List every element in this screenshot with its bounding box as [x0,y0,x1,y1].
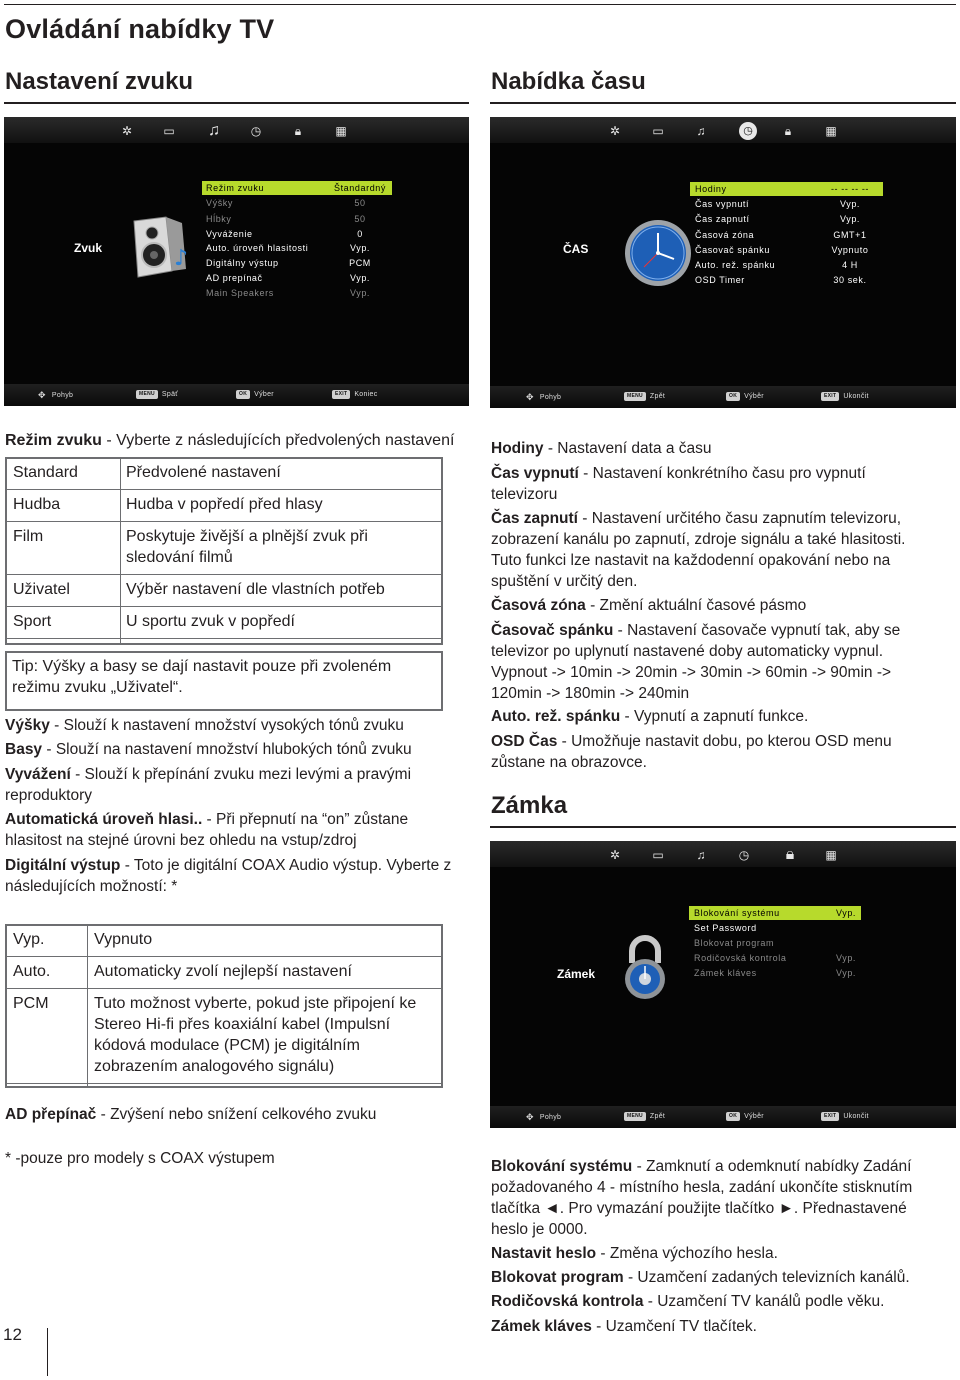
menu-row[interactable]: Výšky 50 [206,198,366,208]
menu-row[interactable]: Čas vypnutí Vyp. [695,199,861,209]
footnote: * -pouze pro modely s COAX výstupem [5,1150,275,1167]
menu-row[interactable]: Hĺbky 50 [206,214,366,224]
table-row: Standard Předvolené nastavení [5,458,441,490]
footer-exit[interactable]: EXIT Koniec [332,389,378,401]
apps-icon[interactable]: ▦ [825,124,837,138]
def-set-password: Nastavit heslo - Změna výchozího hesla. [491,1245,778,1262]
sound-heading: Nastavení zvuku [5,68,194,95]
speaker-icon [124,215,192,281]
def-off-time: Čas vypnutí - Nastavení konkrétního času pro vypnutí televizoru [491,465,866,503]
lock-icon[interactable]: 🔒︎ [784,124,792,138]
tip-text: Tip: Výšky a basy se dají nastavit pouze při zvoleném režimu zvuku „Uživatel“. [12,658,392,696]
footer-back[interactable]: MENU Zpět [624,391,665,403]
clock-icon[interactable]: ◷ [250,124,262,138]
menu-row[interactable]: Auto. úroveň hlasitosti Vyp. [206,243,371,253]
menu-side-label: ČAS [563,242,589,256]
def-sleep-timer: Časovač spánku - Nastavení časovače vypnutí tak, aby se televizor po uplynutí nastavené doby automaticky vypnul. Vypnout -> 10min -> 20min -> 30min -> 60min -> 90min -> 120min -> 180min -> 240min [491,622,901,702]
music-icon[interactable]: ♫ [696,124,706,138]
screen-icon[interactable]: ▭ [652,848,664,862]
wall-clock-icon [620,217,696,289]
picture-icon[interactable]: ✲ [609,848,621,862]
menu-row-selected[interactable]: Režim zvuku Štandardný [202,181,392,195]
table-row: Uživatel Výběr nastavení dle vlastních potřeb [5,575,441,607]
lock-icon[interactable]: 🔒︎ [785,846,795,863]
menu-icon-bar [4,117,469,143]
table-row: Vyp. Vypnuto [5,925,441,957]
time-menu-screen [490,117,956,408]
def-treble: Výšky - Slouží k nastavení množství vysokých tónů zvuku [5,717,404,734]
menu-side-label: Zámek [557,967,596,981]
menu-row[interactable]: Main Speakers Vyp. [206,288,371,298]
music-icon[interactable]: ♫ [208,122,220,139]
digital-output-table-border [5,924,443,1088]
page-number: 12 [3,1325,22,1344]
footer-select[interactable]: OK Výber [236,389,274,401]
menu-row[interactable]: Auto. rež. spánku 4 H [695,260,858,270]
padlock-icon [618,933,672,1001]
footer-move: ✥ Pohyb [38,390,74,400]
time-heading: Nabídka času [491,68,646,95]
def-osd-time: OSD Čas - Umožňuje nastavit dobu, po kterou OSD menu zůstane na obrazovce. [491,733,892,771]
menu-row[interactable]: Set Password [694,923,757,933]
menu-footer [490,1106,956,1128]
top-rule [4,4,956,5]
table-row: Hudba Hudba v popředí před hlasy [5,490,441,522]
menu-row[interactable]: Vyváženie 0 [206,229,363,239]
def-block-program: Blokovat program - Uzamčení zadaných televizních kanálů. [491,1269,910,1286]
menu-row[interactable]: Zámek kláves Vyp. [694,968,857,978]
def-clock: Hodiny - Nastavení data a času [491,440,712,457]
footer-back[interactable]: MENU Späť [136,389,178,401]
clock-icon[interactable]: ◷ [739,122,757,140]
lock-heading: Zámka [491,792,568,819]
def-auto-sleep: Auto. rež. spánku - Vypnutí a zapnutí funkce. [491,708,809,725]
menu-icon-bar [490,841,956,867]
table-divider [87,924,88,1086]
apps-icon[interactable]: ▦ [335,124,347,138]
menu-row-selected[interactable]: Hodiny -- -- -- -- [690,182,883,196]
lock-menu-screen [490,841,956,1128]
def-system-lock: Blokování systému - Zamknutí a odemknutí nabídky Zadání požadovaného 4 - místního hesla, zadání ukončíte stisknutím tlačítka ◄. Pro vymazání použijte tlačítko ►. Přednastavené heslo je 0000. [491,1158,913,1238]
screen-icon[interactable]: ▭ [652,124,664,138]
table-row: Film Poskytuje živější a plnější zvuk při sledování filmů [5,522,441,575]
sound-heading-rule [4,102,469,104]
clock-icon[interactable]: ◷ [738,848,750,862]
lock-heading-rule [490,826,956,828]
menu-row[interactable]: AD prepínač Vyp. [206,273,371,283]
def-bass: Basy - Slouží na nastavení množství hlubokých tónů zvuku [5,741,412,758]
def-key-lock: Zámek kláves - Uzamčení TV tlačítek. [491,1318,757,1335]
menu-row-selected[interactable]: Blokování systému Vyp. [689,906,861,920]
table-row: PCM Tuto možnost vyberte, pokud jste připojení ke Stereo Hi-fi přes koaxiální kabel (Impulsní kódová modulace (PCM) je digitálním zobrazením analogového signálu) [5,989,441,1084]
menu-footer [490,386,956,408]
menu-row[interactable]: Rodičovská kontrola Vyp. [694,953,857,963]
sound-mode-intro: Režim zvuku - Vyberte z následujících předvolených nastavení [5,432,455,449]
menu-icon-bar [490,117,956,143]
menu-row[interactable]: OSD Timer 30 sek. [695,275,867,285]
move-arrows-icon: ✥ [526,392,534,402]
sound-mode-table-border [5,457,443,645]
move-arrows-icon: ✥ [38,390,46,400]
table-divider [120,457,121,643]
page-number-rule [47,1328,48,1376]
def-digital-output: Digitální výstup - Toto je digitální COAX Audio výstup. Vyberte z následujících možností: * [5,857,452,895]
table-row: Auto. Automaticky zvolí nejlepší nastavení [5,957,441,989]
move-arrows-icon: ✥ [526,1112,534,1122]
sound-menu-screen [4,117,469,406]
footer-move: ✥ Pohyb [526,392,562,402]
menu-row[interactable]: Časová zóna GMT+1 [695,230,867,240]
menu-side-label: Zvuk [74,241,103,255]
screen-icon[interactable]: ▭ [163,124,175,138]
footer-select[interactable]: OK Výběr [726,1111,764,1123]
def-time-zone: Časová zóna - Změní aktuální časové pásmo [491,597,807,614]
picture-icon[interactable]: ✲ [609,124,621,138]
def-parental-control: Rodičovská kontrola - Uzamčení TV kanálů podle věku. [491,1293,885,1310]
time-heading-rule [490,102,956,104]
def-balance: Vyvážení - Slouží k přepínání zvuku mezi levými a pravými reproduktory [5,766,412,804]
apps-icon[interactable]: ▦ [825,848,837,862]
menu-row[interactable]: Digitálny výstup PCM [206,258,371,268]
menu-row[interactable]: Blokovat program [694,938,775,948]
table-row: Sport U sportu zvuk v popředí [5,607,441,639]
picture-icon[interactable]: ✲ [121,124,133,138]
page-title: Ovládání nabídky TV [5,14,275,44]
svg-text:♪: ♪ [174,246,189,271]
footer-select[interactable]: OK Výběr [726,391,764,403]
menu-footer [4,384,469,406]
footer-back[interactable]: MENU Zpět [624,1111,665,1123]
menu-row[interactable]: Časovač spánku Vypnuto [695,245,869,255]
footer-move: ✥ Pohyb [526,1112,562,1122]
music-icon[interactable]: ♫ [696,848,706,862]
def-ad-switch: AD přepínač - Zvýšení nebo snížení celkového zvuku [5,1106,377,1123]
def-on-time: Čas zapnutí - Nastavení určitého času zapnutím televizoru, zobrazení kanálu po zapnutí, zdroje signálu a také hlasitosti. Tuto funkci lze nastavit na každodenní opakování nebo na spuštění v určitý den. [491,510,906,590]
footer-exit[interactable]: EXIT Ukončit [821,391,869,403]
menu-row[interactable]: Čas zapnutí Vyp. [695,214,861,224]
footer-exit[interactable]: EXIT Ukončit [821,1111,869,1123]
def-auto-volume: Automatická úroveň hlasi.. - Při přepnutí na “on” zůstane hlasitost na stejné úrovni bez ohledu na vstup/zdroj [5,811,409,849]
lock-icon[interactable]: 🔒︎ [294,124,302,138]
